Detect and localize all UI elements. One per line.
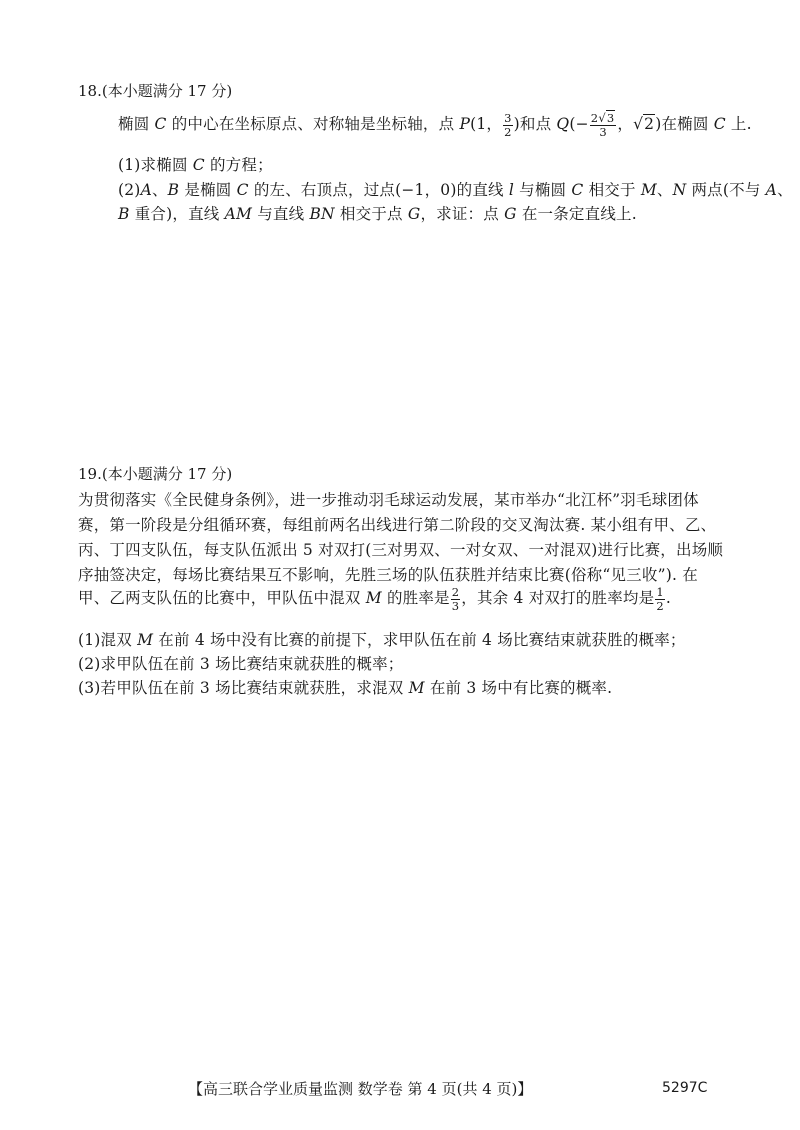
text: 相交于 xyxy=(583,181,641,199)
footer-code: 5297C xyxy=(662,1080,708,1096)
var-A: A xyxy=(140,181,152,199)
text: (1)混双 xyxy=(78,631,138,649)
text: 的中心在坐标原点、对称轴是坐标轴，点 xyxy=(166,115,460,133)
var-G: G xyxy=(407,205,421,223)
numerator: 3 xyxy=(504,111,512,126)
denominator: 3 xyxy=(590,125,617,138)
fraction-3-2 xyxy=(503,112,513,137)
q19-line1: 为贯彻落实《全民健身条例》，进一步推动羽毛球运动发展，某市举办“北江杯”羽毛球团体 xyxy=(78,491,699,509)
var-AM: AM xyxy=(224,205,253,223)
var-B: B xyxy=(118,205,130,223)
denominator: 2 xyxy=(504,124,512,139)
text: 相交于点 xyxy=(334,205,408,223)
text: 与椭圆 xyxy=(514,181,572,199)
text: 的左、右顶点，过点(−1，0)的直线 xyxy=(248,181,509,199)
text: ，求证：点 xyxy=(420,205,505,223)
fraction-2sqrt3-3 xyxy=(590,112,617,137)
footer-title: 【高三联合学业质量监测 数学卷 第 4 页(共 4 页)】 xyxy=(188,1080,533,1098)
var-P: P xyxy=(459,115,471,133)
q19-part2: (2)求甲队伍在前 3 场比赛结束就获胜的概率； xyxy=(78,655,404,673)
text: (1， xyxy=(470,115,503,133)
text: (2) xyxy=(118,181,141,199)
fraction-1-2 xyxy=(655,586,665,611)
fraction-2-3 xyxy=(451,586,461,611)
text: 与直线 xyxy=(252,205,310,223)
q19-line2: 赛，第一阶段是分组循环赛，每组前两名出线进行第二阶段的交叉淘汰赛. 某小组有甲、乙、 xyxy=(78,516,717,534)
radicand: 3 xyxy=(606,111,615,126)
numerator: 1 xyxy=(656,585,664,600)
q18-header: 18.(本小题满分 17 分) xyxy=(78,82,233,100)
text: (1)求椭圆 xyxy=(118,156,193,174)
text: )和点 xyxy=(513,115,557,133)
q18-stem xyxy=(118,112,752,138)
var-M: M xyxy=(640,181,657,199)
text: 、 xyxy=(656,181,673,199)
q19-header: 19.(本小题满分 17 分) xyxy=(78,465,233,483)
numerator xyxy=(590,112,617,124)
q19-line3: 丙、丁四支队伍，每支队伍派出 5 对双打(三对男双、一对女双、一对混双)进行比赛，出场顺 xyxy=(78,541,724,559)
var-M: M xyxy=(408,679,425,697)
text: . xyxy=(665,589,671,607)
q19-part1 xyxy=(78,628,686,650)
text: 在前 4 场中没有比赛的前提下，求甲队伍在前 4 场比赛结束就获胜的概率； xyxy=(153,631,686,649)
text: 在前 3 场中有比赛的概率. xyxy=(424,679,613,697)
text: 甲、乙两支队伍的比赛中，甲队伍中混双 xyxy=(78,589,366,607)
var-BN: BN xyxy=(309,205,335,223)
numerator: 2 xyxy=(451,585,460,600)
q18-part2-line1 xyxy=(118,178,793,200)
var-B: B xyxy=(167,181,180,199)
sqrt: √2 xyxy=(633,115,655,133)
text: ，其余 4 对双打的胜率均是 xyxy=(461,589,655,607)
text: 、 xyxy=(151,181,168,199)
var-C: C xyxy=(236,181,249,199)
text: 、 xyxy=(777,181,793,199)
denominator: 2 xyxy=(656,598,664,613)
var-C: C xyxy=(192,156,205,174)
var-C: C xyxy=(571,181,584,199)
denominator: 3 xyxy=(451,598,460,613)
text: )在椭圆 xyxy=(655,115,714,133)
var-G: G xyxy=(504,205,517,223)
text: ， xyxy=(617,115,634,133)
text: 上. xyxy=(725,115,752,133)
var-M: M xyxy=(365,589,382,607)
text: 的胜率是 xyxy=(381,589,450,607)
var-Q: Q xyxy=(556,115,570,133)
text: (− xyxy=(569,115,589,133)
q18-part2-line2 xyxy=(118,202,637,224)
q19-line5 xyxy=(78,586,671,612)
text: 在一条定直线上. xyxy=(516,205,637,223)
q18-part1 xyxy=(118,153,273,175)
text: 是椭圆 xyxy=(179,181,237,199)
q19-part3 xyxy=(78,676,612,698)
var-N: N xyxy=(672,181,687,199)
text: (3)若甲队伍在前 3 场比赛结束就获胜，求混双 xyxy=(78,679,409,697)
text: 的方程； xyxy=(204,156,273,174)
sqrt: √3 xyxy=(598,111,615,126)
text: 两点(不与 xyxy=(686,181,766,199)
var-M: M xyxy=(137,631,154,649)
coef: 2 xyxy=(590,111,599,126)
text: 椭圆 xyxy=(118,115,155,133)
radicand: 2 xyxy=(644,115,655,133)
var-l: l xyxy=(508,181,515,199)
var-C: C xyxy=(713,115,726,133)
text: 重合)，直线 xyxy=(129,205,225,223)
var-A: A xyxy=(765,181,778,199)
var-C: C xyxy=(154,115,167,133)
q19-line4: 序抽签决定，每场比赛结果互不影响，先胜三场的队伍获胜并结束比赛(俗称“见三收”). 在 xyxy=(78,566,698,584)
